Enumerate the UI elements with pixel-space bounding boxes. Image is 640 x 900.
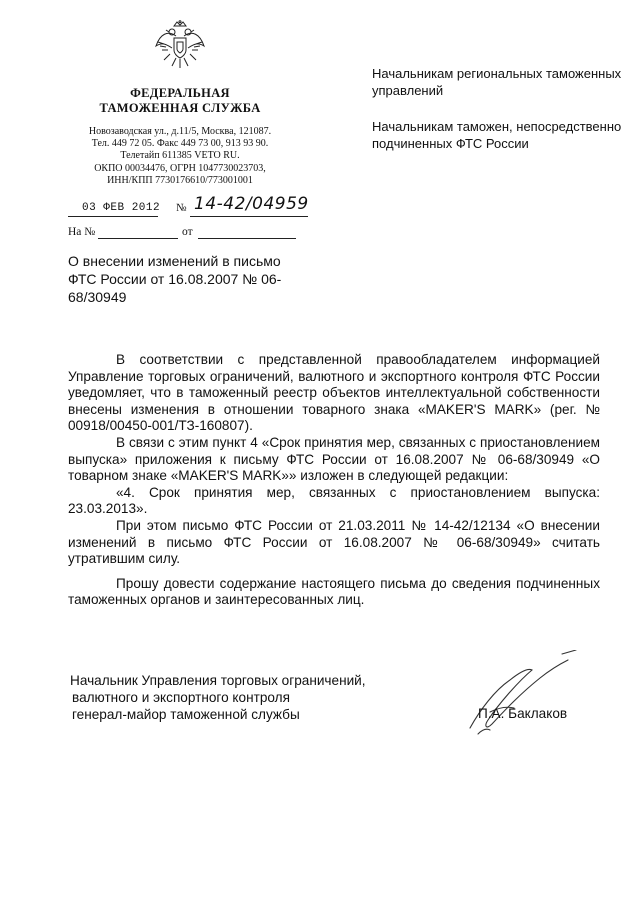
emblem-icon bbox=[150, 20, 210, 72]
recipient: Начальникам региональных таможенных управлений bbox=[372, 66, 622, 98]
ref-number-label: На № bbox=[68, 226, 96, 238]
address-line: Новозаводская ул., д.11/5, Москва, 121087. bbox=[88, 126, 272, 137]
signer-name: П.А. Баклаков bbox=[478, 706, 568, 721]
outgoing-date-stamp: 03 ФЕВ 2012 bbox=[82, 202, 161, 214]
reference-line bbox=[68, 226, 308, 242]
date-underline bbox=[68, 216, 158, 217]
address-line: Тел. 449 72 05. Факс 449 73 00, 913 93 90. bbox=[91, 138, 269, 150]
handwritten-signature bbox=[450, 650, 590, 740]
ref-date-blank bbox=[198, 238, 296, 239]
body-paragraph: В связи с этим пункт 4 «Срок принятия мер, связанных с приостановлением выпуска» приложения к письму ФТС России от 16.08.2007 № 06-68/30949 «О товарном знаке «MAKER'S MARK»» изложен в следующей редакции: bbox=[68, 434, 600, 484]
body-paragraph: В соответствии с представленной правообладателем информацией Управление торговых ограничений, валютного и экспортного контроля ФТС России уведомляет, что в таможенный реестр объектов интеллектуальной собственности внесены изменения в отношении товарного знака «MAKER'S MARK» (рег. № 00918/00450-001/ТЗ-160807). bbox=[68, 352, 600, 434]
ref-number-blank bbox=[98, 238, 178, 239]
letter-subject: О внесении изменений в письмо ФТС России от 16.08.2007 № 06-68/30949 bbox=[68, 253, 282, 305]
address-line: ОКПО 00034476, ОГРН 1047730023703, bbox=[94, 162, 266, 174]
handwritten-number: 14-42/04959 bbox=[194, 194, 309, 214]
number-label: № bbox=[176, 202, 187, 214]
outgoing-number bbox=[68, 194, 318, 218]
address-line: Телетайп 611385 VETO RU. bbox=[120, 150, 240, 162]
org-line-2: ТАМОЖЕННАЯ СЛУЖБА bbox=[99, 101, 261, 115]
org-line-1: ФЕДЕРАЛЬНАЯ bbox=[130, 86, 230, 100]
signer-title-line: валютного и экспортного контроля bbox=[72, 690, 290, 705]
signature-title-block bbox=[70, 672, 400, 723]
quoted-paragraph: «4. Срок принятия мер, связанных с приостановлением выпуска: 23.03.2013». bbox=[68, 484, 600, 517]
number-underline bbox=[190, 216, 308, 217]
signer-title-line: генерал-майор таможенной службы bbox=[72, 707, 300, 722]
letter-body bbox=[68, 352, 600, 609]
body-paragraph: При этом письмо ФТС России от 21.03.2011 № 14-42/12134 «О внесении изменений в письмо ФТС России от 16.08.2007 № 06-68/30949» считать утратившим силу. bbox=[68, 517, 600, 567]
ref-from-label: от bbox=[182, 226, 193, 238]
body-paragraph: Прошу довести содержание настоящего письма до сведения подчиненных таможенных органов и заинтересованных лиц. bbox=[68, 575, 600, 608]
recipient: Начальникам таможен, непосредственно подчиненных ФТС России bbox=[372, 119, 622, 151]
address-block bbox=[70, 126, 290, 187]
recipients-block bbox=[372, 66, 622, 172]
signer-title-line: Начальник Управления торговых ограничений, bbox=[70, 673, 366, 688]
organization-name bbox=[70, 86, 290, 116]
address-line: ИНН/КПП 7730176610/773001001 bbox=[107, 174, 253, 186]
